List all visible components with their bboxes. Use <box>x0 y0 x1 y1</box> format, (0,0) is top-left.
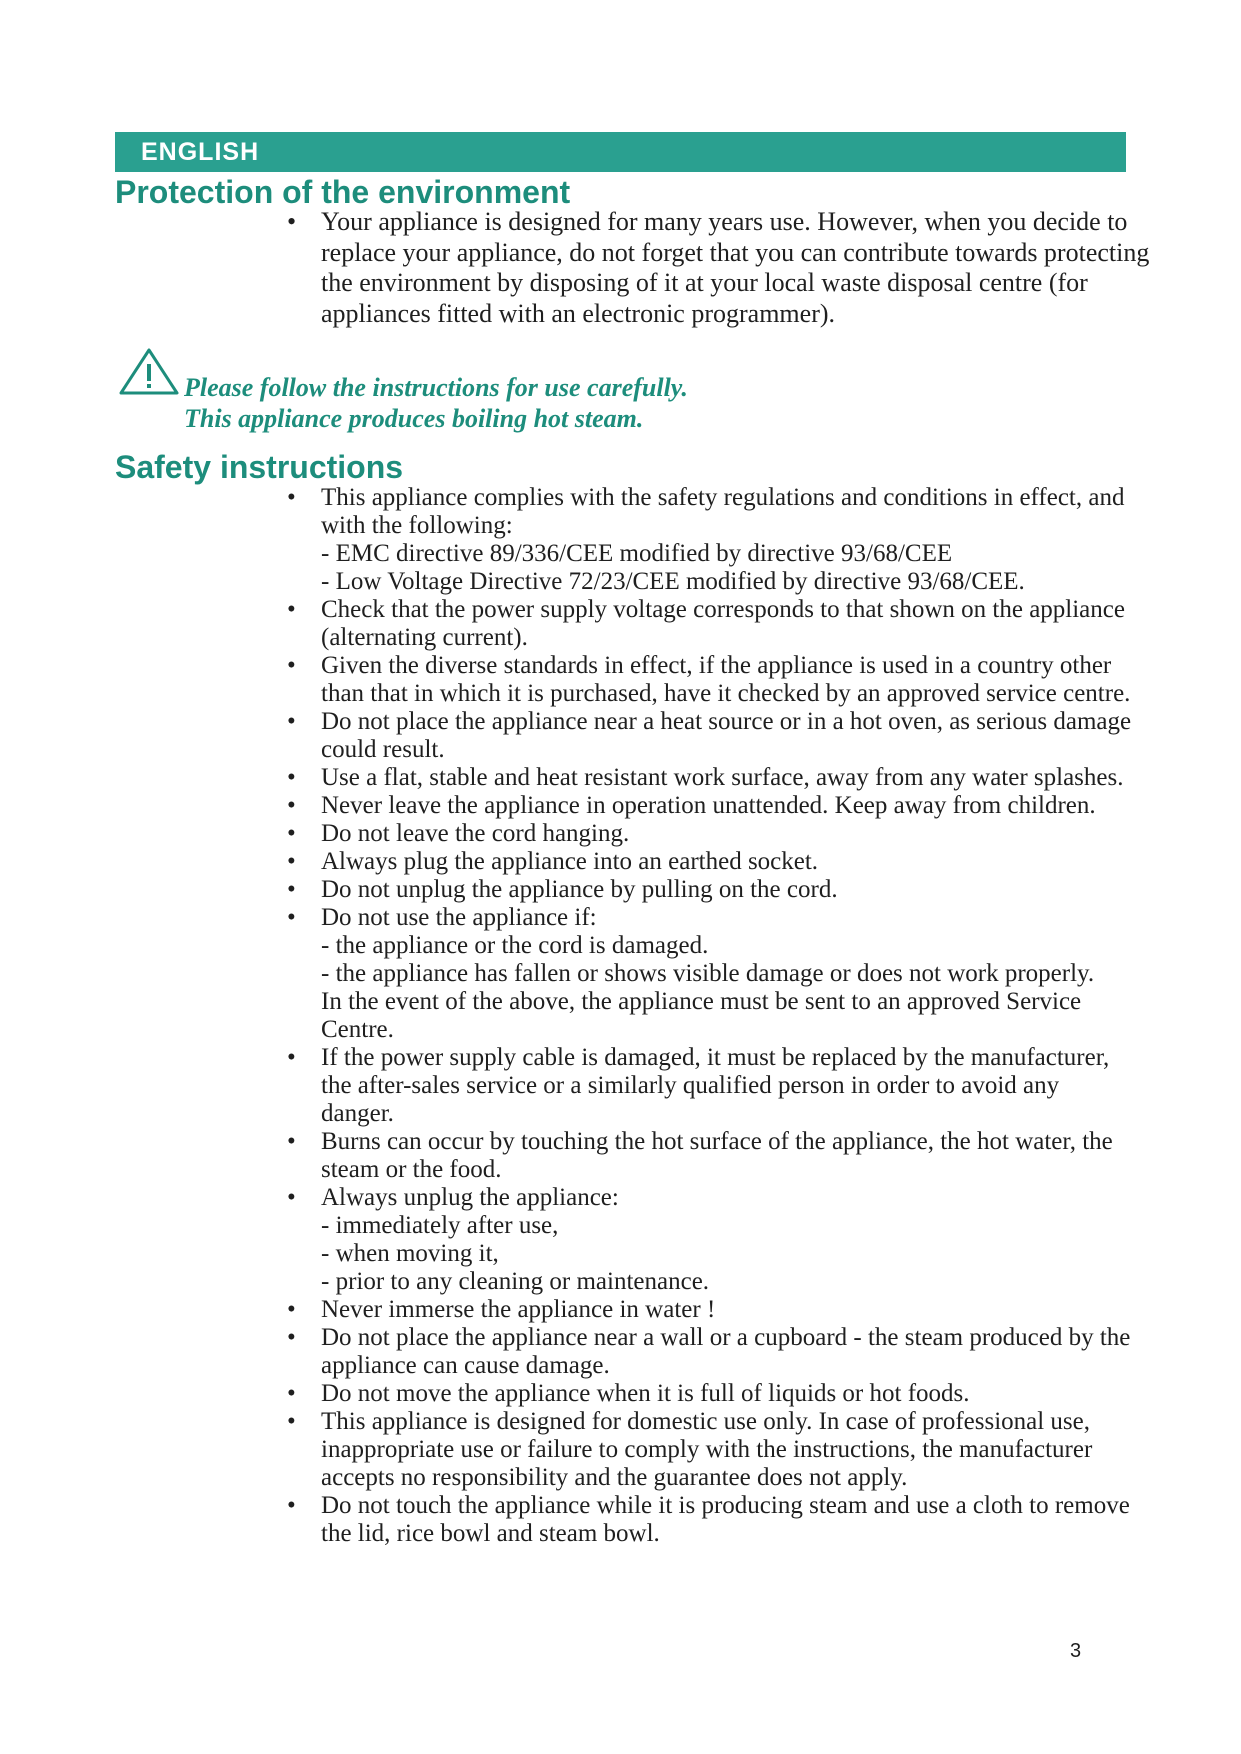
list-subitem: - EMC directive 89/336/CEE modified by directive 93/68/CEE <box>321 540 953 567</box>
list-item: • Do not place the appliance near a heat source or in a hot oven, as serious damage could result. <box>287 708 1137 764</box>
list-item: • Always unplug the appliance: <box>287 1184 1137 1212</box>
list-item: • This appliance is designed for domestic use only. In case of professional use, inappropriate use or failure to comply with the instructions, the manufacturer accepts no responsibility and the guarantee does not apply. <box>287 1408 1137 1492</box>
list-item: • Do not leave the cord hanging. <box>287 820 1137 848</box>
warning-line-1: Please follow the instructions for use carefully. <box>184 373 688 402</box>
list-item: • Do not place the appliance near a wall or a cupboard - the steam produced by the appliance can cause damage. <box>287 1324 1137 1380</box>
language-header-band <box>115 132 1126 172</box>
list-subitem: - when moving it, <box>321 1240 499 1267</box>
warning-triangle-icon <box>118 347 180 397</box>
list-item: • Use a flat, stable and heat resistant work surface, away from any water splashes. <box>287 764 1137 792</box>
list-subitem: - Low Voltage Directive 72/23/CEE modified by directive 93/68/CEE. <box>321 568 1025 595</box>
safety-heading: Safety instructions <box>115 449 404 485</box>
list-item: • Never leave the appliance in operation unattended. Keep away from children. <box>287 792 1137 820</box>
list-item: • Never immerse the appliance in water ! <box>287 1296 1137 1324</box>
list-item: • Do not move the appliance when it is full of liquids or hot foods. <box>287 1380 1137 1408</box>
list-item: • If the power supply cable is damaged, it must be replaced by the manufacturer, the after-sales service or a similarly qualified person in order to avoid any danger. <box>287 1044 1137 1128</box>
list-subitem: - immediately after use, <box>321 1212 559 1239</box>
list-item: • Check that the power supply voltage corresponds to that shown on the appliance (alternating current). <box>287 596 1137 652</box>
safety-instructions-list <box>287 484 1137 1548</box>
list-item: • Always plug the appliance into an earthed socket. <box>287 848 1137 876</box>
list-note: In the event of the above, the appliance must be sent to an approved Service Centre. <box>321 988 1082 1043</box>
list-item: • Do not unplug the appliance by pulling on the cord. <box>287 876 1137 904</box>
list-item: • Burns can occur by touching the hot surface of the appliance, the hot water, the steam or the food. <box>287 1128 1137 1184</box>
language-label: ENGLISH <box>141 138 260 166</box>
list-item: • Do not use the appliance if: <box>287 904 1137 932</box>
list-subitem: - the appliance or the cord is damaged. <box>321 932 709 959</box>
environment-heading: Protection of the environment <box>115 174 571 210</box>
environment-paragraph: • Your appliance is designed for many years use. However, when you decide to replace your appliance, do not forget that you can contribute towards protecting the environment by disposing of it at your local waste disposal centre (for appliances fitted with an electronic programmer). <box>287 207 1171 329</box>
warning-line-2: This appliance produces boiling hot steam. <box>184 404 644 433</box>
list-item: • Given the diverse standards in effect, if the appliance is used in a country other than that in which it is purchased, have it checked by an approved service centre. <box>287 652 1137 708</box>
list-item: • This appliance complies with the safety regulations and conditions in effect, and with the following: <box>287 484 1137 540</box>
list-subitem: - prior to any cleaning or maintenance. <box>321 1268 710 1295</box>
list-subitem: - the appliance has fallen or shows visible damage or does not work properly. <box>321 960 1095 987</box>
list-item: • Do not touch the appliance while it is producing steam and use a cloth to remove the lid, rice bowl and steam bowl. <box>287 1492 1137 1548</box>
page-number: 3 <box>1070 1640 1082 1662</box>
